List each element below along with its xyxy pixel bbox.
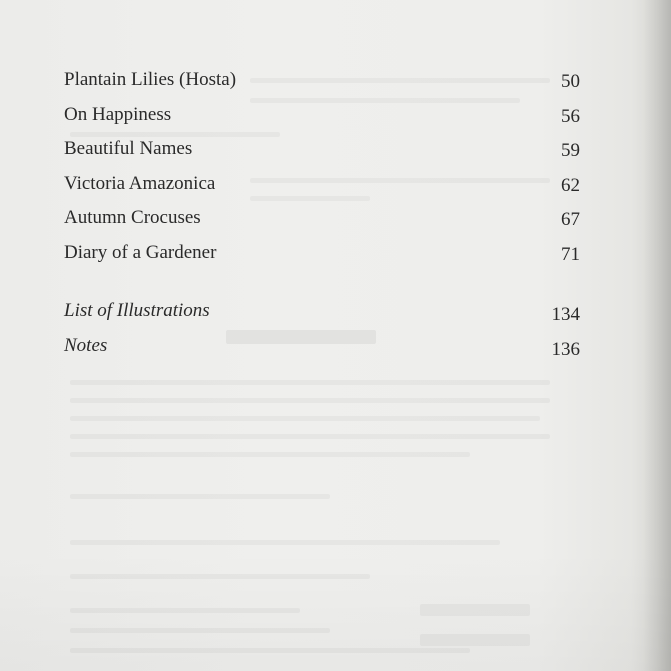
toc-entry-title: Notes — [64, 334, 108, 356]
toc-entry-page: 136 — [551, 338, 580, 360]
toc-entry-page: 67 — [561, 209, 580, 230]
toc-entry — [64, 204, 580, 239]
toc-entry-page: 62 — [561, 174, 580, 196]
toc-section-gap — [64, 273, 580, 297]
toc-back-matter-entry — [64, 297, 580, 332]
toc-entry-page: 56 — [561, 105, 580, 127]
toc-entry-title: Plantain Lilies (Hosta) — [64, 69, 237, 90]
toc-entry-title: List of Illustrations — [64, 300, 210, 321]
toc-entry-page: 59 — [561, 140, 580, 161]
toc-entry — [64, 239, 580, 274]
toc-entry — [64, 135, 580, 170]
page-edge-shadow — [643, 0, 671, 671]
toc-entry — [64, 66, 580, 101]
toc-entry-page: 134 — [551, 304, 580, 325]
toc-entry — [64, 170, 580, 205]
page-shading — [0, 551, 671, 671]
toc-entry — [64, 101, 580, 136]
toc-entry-page: 50 — [561, 71, 580, 92]
toc-back-matter-entry — [64, 332, 580, 367]
toc-entry-title: Beautiful Names — [64, 138, 193, 159]
table-of-contents — [64, 66, 580, 366]
toc-entry-title: Autumn Crocuses — [64, 207, 201, 228]
toc-entry-title: Diary of a Gardener — [64, 241, 217, 263]
toc-entry-title: On Happiness — [64, 103, 172, 125]
toc-entry-page: 71 — [561, 243, 580, 265]
toc-entry-title: Victoria Amazonica — [64, 172, 216, 194]
